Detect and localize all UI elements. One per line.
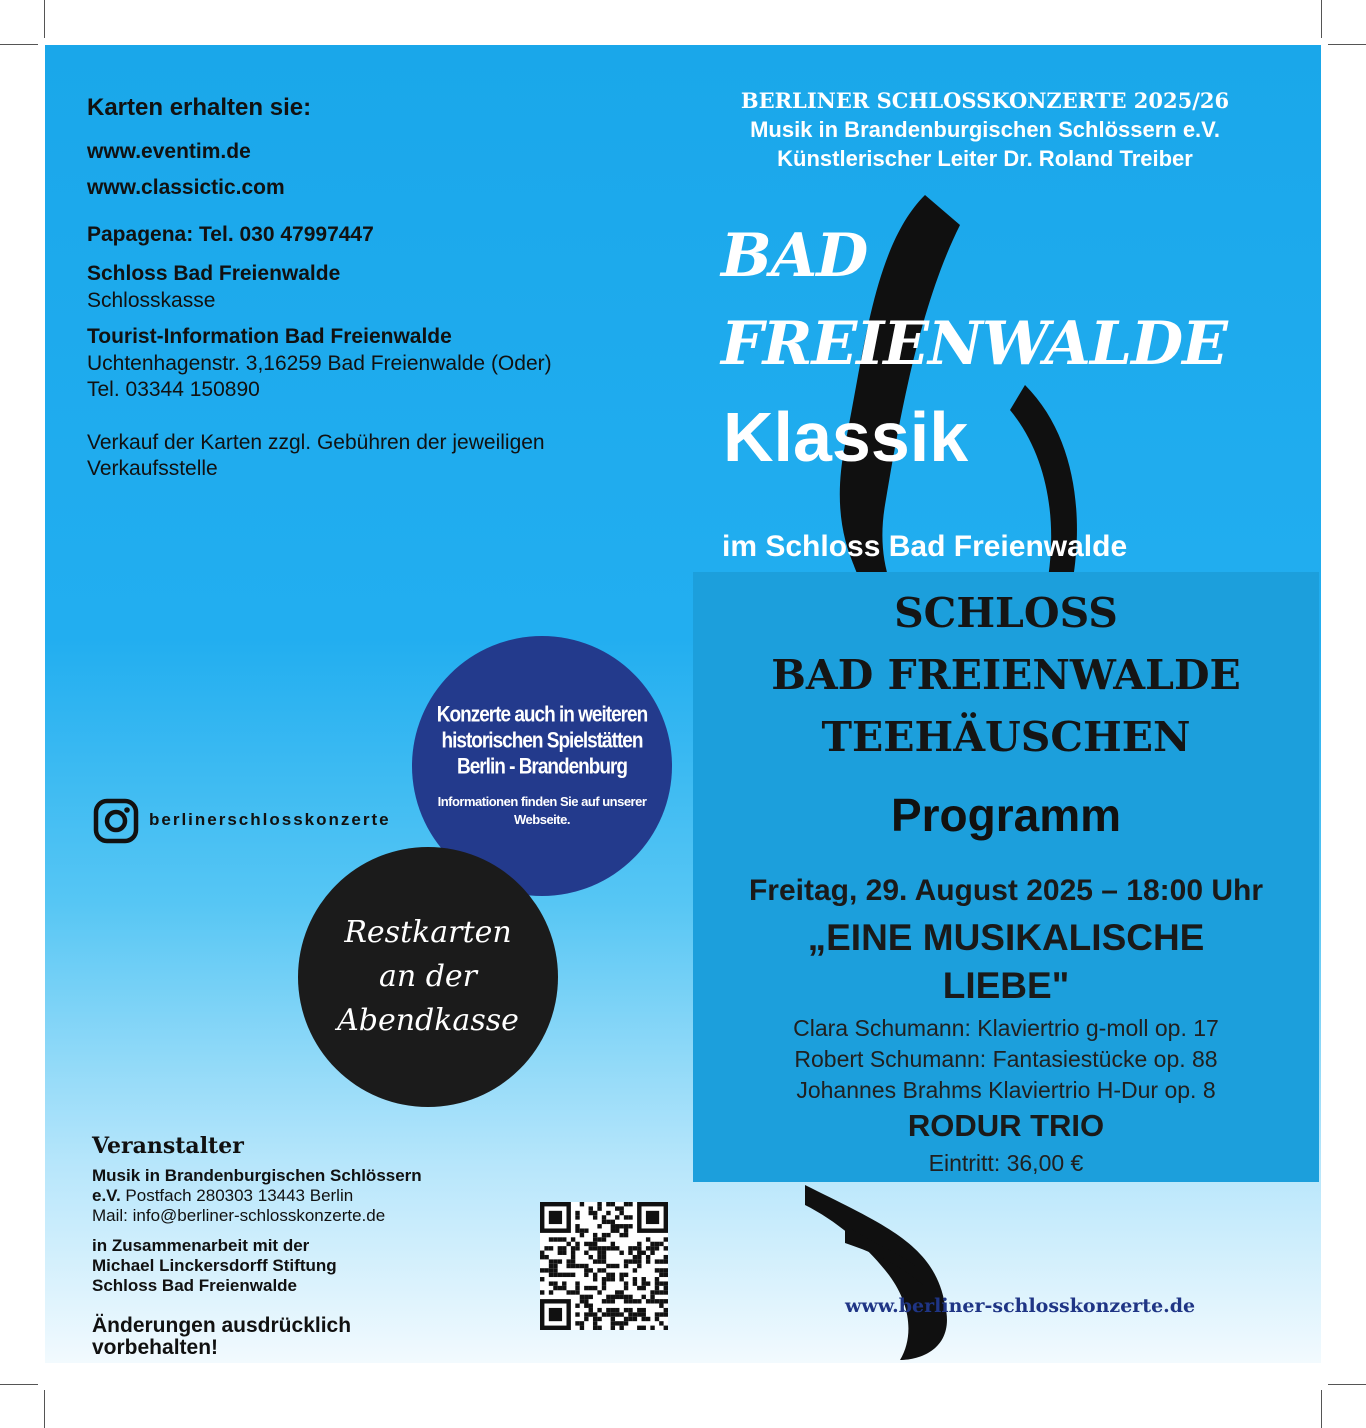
instagram-handle[interactable]: berlinerschlosskonzerte — [149, 810, 391, 829]
evening-box-office-line: Restkarten — [344, 915, 512, 950]
crop-mark — [44, 0, 45, 38]
work-item: Clara Schumann: Klaviertrio g-moll op. 17 — [793, 1015, 1219, 1041]
concert-title-line: LIEBE" — [942, 965, 1070, 1006]
ticket-phone: Papagena: Tel. 030 47997447 — [87, 223, 374, 246]
instagram-icon[interactable] — [92, 797, 140, 845]
flyer-page — [45, 45, 1321, 1363]
tourist-info-phone: Tel. 03344 150890 — [87, 378, 260, 401]
qr-code-icon — [540, 1202, 668, 1330]
ticket-link-eventim[interactable]: www.eventim.de — [87, 140, 251, 163]
concert-title — [693, 914, 1319, 1010]
fee-note-line: Verkaufsstelle — [87, 457, 218, 480]
series-director: Künstlerischer Leiter Dr. Roland Treiber — [777, 146, 1193, 171]
program-venue-line: TEEHÄUSCHEN — [821, 713, 1191, 761]
concert-date: Freitag, 29. August 2025 – 18:00 Uhr — [748, 874, 1264, 907]
disclaimer-line: Änderungen ausdrücklich — [92, 1314, 352, 1337]
cooperation-line: Schloss Bad Freienwalde — [92, 1276, 298, 1295]
series-organization: Musik in Brandenburgischen Schlössern e.V. — [750, 117, 1220, 142]
program-box — [693, 572, 1319, 1182]
fee-note-line: Verkauf der Karten zzgl. Gebühren der jeweiligen — [87, 431, 545, 454]
qr-code[interactable] — [540, 1202, 668, 1330]
crop-mark — [1328, 1384, 1366, 1385]
crop-mark — [1328, 44, 1366, 45]
title-subtitle: im Schloss Bad Freienwalde — [722, 530, 1128, 563]
work-item: Johannes Brahms Klaviertrio H-Dur op. 8 — [796, 1077, 1216, 1103]
evening-box-office-line: Abendkasse — [337, 1003, 519, 1038]
venue-box-office: Schlosskasse — [87, 289, 216, 312]
series-title: BERLINER SCHLOSSKONZERTE 2025/26 — [740, 88, 1230, 113]
venues-circle-line: historischen Spielstätten — [441, 729, 643, 754]
cooperation-line: in Zusammenarbeit mit der — [92, 1236, 310, 1255]
program-venue-line: BAD FREIENWALDE — [771, 651, 1241, 699]
concert-title-line: „EINE MUSIKALISCHE — [807, 917, 1205, 958]
program-heading: Programm — [890, 789, 1122, 841]
ensemble-name: RODUR TRIO — [907, 1108, 1105, 1143]
tourist-info-address: Uchtenhagenstr. 3,16259 Bad Freienwalde (Oder) — [87, 352, 552, 375]
organizer-details — [92, 1166, 422, 1226]
tourist-info-name: Tourist-Information Bad Freienwalde — [87, 325, 452, 348]
venues-circle-line: Konzerte auch in weiteren — [436, 703, 648, 728]
fee-note — [87, 430, 545, 482]
evening-box-office-circle — [298, 847, 558, 1107]
crop-mark — [0, 44, 38, 45]
disclaimer-line: vorbehalten! — [92, 1336, 219, 1359]
venue-name: Schloss Bad Freienwalde — [87, 262, 341, 285]
title-klassik: Klassik — [723, 398, 969, 476]
ticket-link-classictic[interactable]: www.classictic.com — [87, 176, 285, 199]
venues-circle-info: Webseite. — [514, 812, 570, 827]
venues-circle-info: Informationen finden Sie auf unserer — [437, 794, 647, 809]
cooperation-line: Michael Linckersdorff Stiftung — [92, 1256, 337, 1275]
works-list — [693, 1013, 1319, 1106]
ticket-price: Eintritt: 36,00 € — [928, 1150, 1084, 1176]
organizer-name: Musik in Brandenburgischen Schlössern — [92, 1166, 422, 1185]
evening-box-office-line: an der — [378, 959, 478, 994]
crop-mark — [1321, 1390, 1322, 1428]
title-freienwalde: FREIENWALDE — [721, 309, 1227, 379]
crop-mark — [1321, 0, 1322, 38]
series-header — [685, 86, 1285, 173]
tickets-heading: Karten erhalten sie: — [87, 94, 312, 121]
cooperation-note — [92, 1236, 337, 1296]
organizer-heading: Veranstalter — [92, 1133, 244, 1159]
organizer-postbox: Postfach 280303 13443 Berlin — [120, 1186, 354, 1205]
program-venue-line: SCHLOSS — [894, 589, 1118, 637]
crop-mark — [44, 1390, 45, 1428]
organizer-address — [92, 1186, 422, 1206]
disclaimer — [92, 1315, 351, 1359]
organizer-mail[interactable]: Mail: info@berliner-schlosskonzerte.de — [92, 1206, 386, 1225]
venues-circle-line: Berlin - Brandenburg — [456, 755, 627, 780]
title-bad: BAD — [721, 221, 868, 291]
work-item: Robert Schumann: Fantasiestücke op. 88 — [794, 1046, 1218, 1072]
program-venue — [693, 582, 1319, 768]
organizer-name-suffix: e.V. — [92, 1186, 121, 1205]
crop-mark — [0, 1384, 38, 1385]
website-link[interactable]: www.berliner-schlosskonzerte.de — [845, 1295, 1196, 1317]
